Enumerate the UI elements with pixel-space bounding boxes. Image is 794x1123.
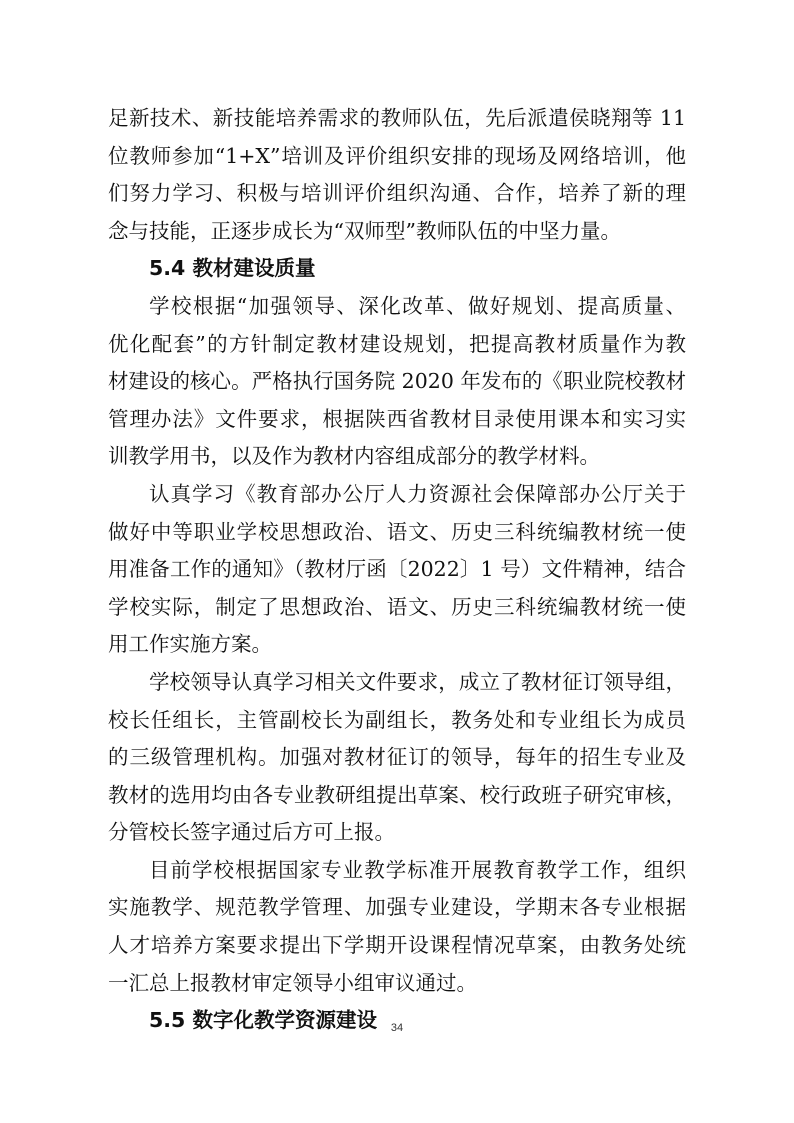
text-line: 训教学用书，以及作为教材内容组成部分的教学材料。 [108,444,600,469]
section-heading: 5.4 教材建设质量 [149,256,316,281]
page-number: 34 [390,1022,404,1034]
text-line: 实施教学、规范教学管理、加强专业建设，学期末各专业根据 [108,895,686,920]
text-line: 位教师参加“1+X”培训及评价组织安排的现场及网络培训，他 [108,143,686,168]
text-line: 材建设的核心。严格执行国务院 2020 年发布的《职业院校教材 [108,369,686,394]
document-body [108,100,686,1040]
text-line: 分管校长签字通过后方可上报。 [108,820,395,845]
text-line: 做好中等职业学校思想政治、语文、历史三科统编教材统一使 [108,519,686,544]
text-line: 管理办法》文件要求，根据陕西省教材目录使用课本和实习实 [108,406,686,431]
text-line: 们努力学习、积极与培训评价组织沟通、合作，培养了新的理 [108,181,686,206]
text-line: 目前学校根据国家专业教学标准开展教育教学工作，组织 [149,857,686,882]
text-line: 学校领导认真学习相关文件要求，成立了教材征订领导组， [149,669,686,694]
text-line: 学校根据“加强领导、深化改革、做好规划、提高质量、 [149,293,686,318]
text-line: 一汇总上报教材审定领导小组审议通过。 [108,970,477,995]
text-line: 认真学习《教育部办公厅人力资源社会保障部办公厅关于 [149,481,686,506]
section-heading: 5.5 数字化教学资源建设 [149,1008,377,1033]
text-line: 足新技术、新技能培养需求的教师队伍，先后派遣侯晓翔等 11 [108,106,686,130]
text-line: 学校实际，制定了思想政治、语文、历史三科统编教材统一使 [108,594,686,619]
text-line: 校长任组长，主管副校长为副组长，教务处和专业组长为成员 [108,707,686,732]
text-line: 念与技能，正逐步成长为“双师型”教师队伍的中坚力量。 [108,218,621,243]
text-line: 优化配套”的方针制定教材建设规划，把提高教材质量作为教 [108,331,686,356]
text-line: 的三级管理机构。加强对教材征订的领导，每年的招生专业及 [108,745,686,770]
text-line: 教材的选用均由各专业教研组提出草案、校行政班子研究审核， [108,782,686,807]
text-line: 用准备工作的通知》（教材厅函〔2022〕1 号）文件精神，结合 [108,557,686,582]
text-line: 人才培养方案要求提出下学期开设课程情况草案，由教务处统 [108,933,686,958]
text-line: 用工作实施方案。 [108,632,272,657]
